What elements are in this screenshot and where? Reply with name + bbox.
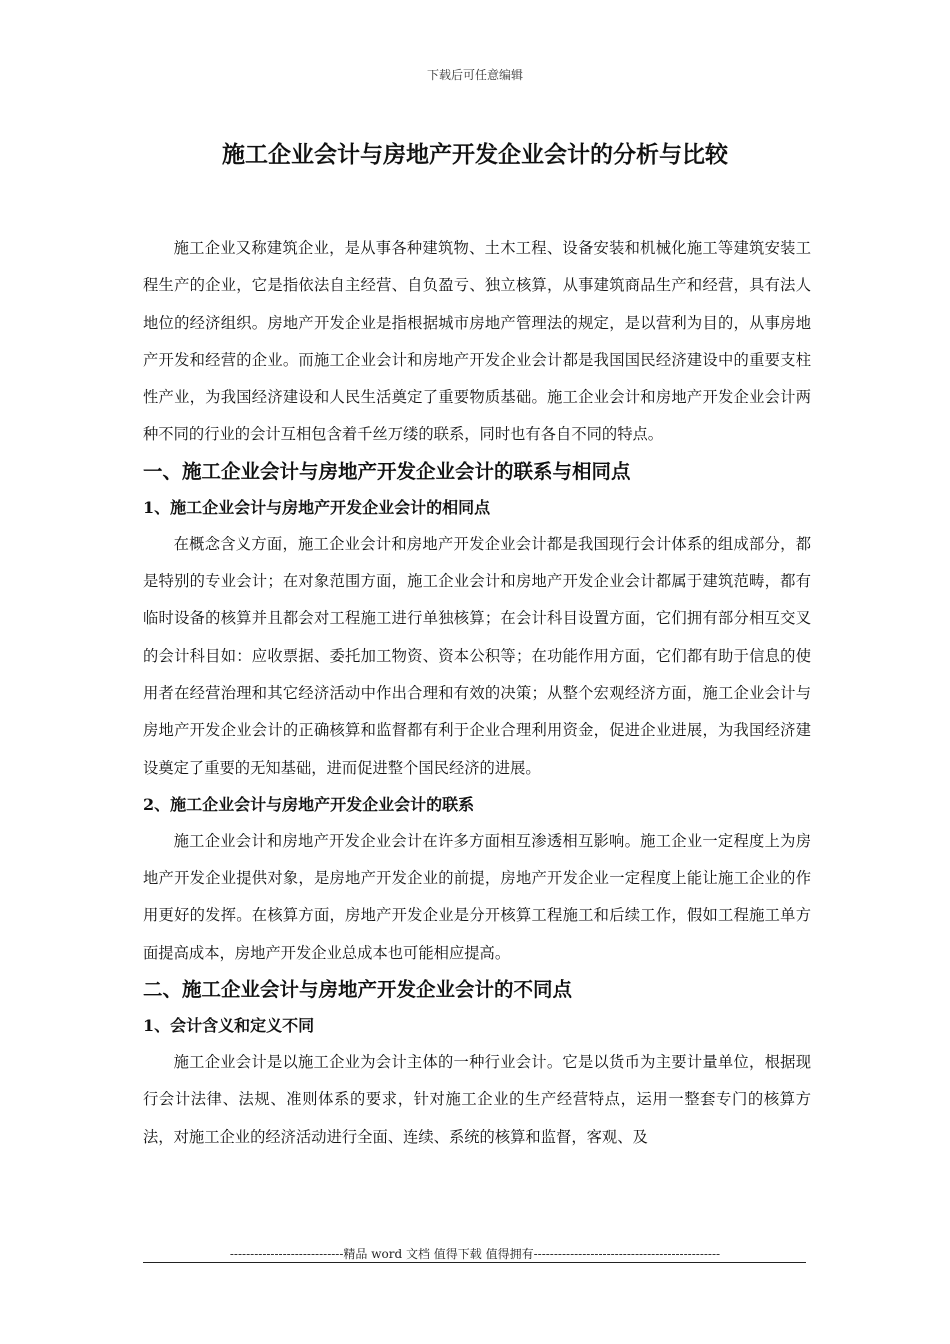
section1-heading: 一、施工企业会计与房地产开发企业会计的联系与相同点 bbox=[143, 459, 631, 483]
document-body bbox=[143, 230, 811, 1156]
section1-sub2-paragraph: 施工企业会计和房地产开发企业会计在许多方面相互渗透相互影响。施工企业一定程度上为房地产开发企业提供对象，是房地产开发企业的前提，房地产开发企业一定程度上能让施工企业的作用更好的发挥。在核算方面，房地产开发企业是分开核算工程施工和后续工作，假如工程施工单方面提高成本，房地产开发企业总成本也可能相应提高。 bbox=[143, 831, 811, 962]
page-header-note: 下载后可任意编辑 bbox=[426, 68, 523, 82]
section1-sub1-heading: 1、施工企业会计与房地产开发企业会计的相同点 bbox=[143, 497, 491, 517]
section2-sub1-heading: 1、会计含义和定义不同 bbox=[143, 1016, 315, 1036]
section2-sub1-paragraph: 施工企业会计是以施工企业为会计主体的一种行业会计。它是以货币为主要计量单位，根据现行会计法律、法规、准则体系的要求，针对施工企业的生产经营特点，运用一整套专门的核算方法，对施工企业的经济活动进行全面、连续、系统的核算和监督，客观、及 bbox=[143, 1053, 811, 1146]
footer-divider bbox=[143, 1262, 806, 1263]
intro-paragraph: 施工企业又称建筑企业，是从事各种建筑物、土木工程、设备安装和机械化施工等建筑安装工程生产的企业，它是指依法自主经营、自负盈亏、独立核算，从事建筑商品生产和经营，具有法人地位的经济组织。房地产开发企业是指根据城市房地产管理法的规定，是以营利为目的，从事房地产开发和经营的企业。而施工企业会计和房地产开发企业会计都是我国国民经济建设中的重要支柱性产业，为我国经济建设和人民生活奠定了重要物质基础。施工企业会计和房地产开发企业会计两种不同的行业的会计互相包含着千丝万缕的联系，同时也有各自不同的特点。 bbox=[143, 239, 811, 444]
section2-heading: 二、施工企业会计与房地产开发企业会计的不同点 bbox=[143, 978, 573, 1002]
section1-sub2-heading: 2、施工企业会计与房地产开发企业会计的联系 bbox=[143, 794, 475, 814]
page-footer-text: ----------------------------精品 word 文档 值得下载 值得拥有---------------------------------------------- bbox=[229, 1247, 721, 1261]
document-title: 施工企业会计与房地产开发企业会计的分析与比较 bbox=[222, 141, 728, 168]
section1-sub1-paragraph: 在概念含义方面，施工企业会计和房地产开发企业会计都是我国现行会计体系的组成部分，都是特别的专业会计；在对象范围方面，施工企业会计和房地产开发企业会计都属于建筑范畴，都有临时设备的核算并且都会对工程施工进行单独核算；在会计科目设置方面，它们拥有部分相互交叉的会计科目如：应收票据、委托加工物资、资本公积等；在功能作用方面，它们都有助于信息的使用者在经营治理和其它经济活动中作出合理和有效的决策；从整个宏观经济方面，施工企业会计与房地产开发企业会计的正确核算和监督都有利于企业合理利用资金，促进企业进展，为我国经济建设奠定了重要的无知基础，进而促进整个国民经济的进展。 bbox=[143, 534, 811, 777]
